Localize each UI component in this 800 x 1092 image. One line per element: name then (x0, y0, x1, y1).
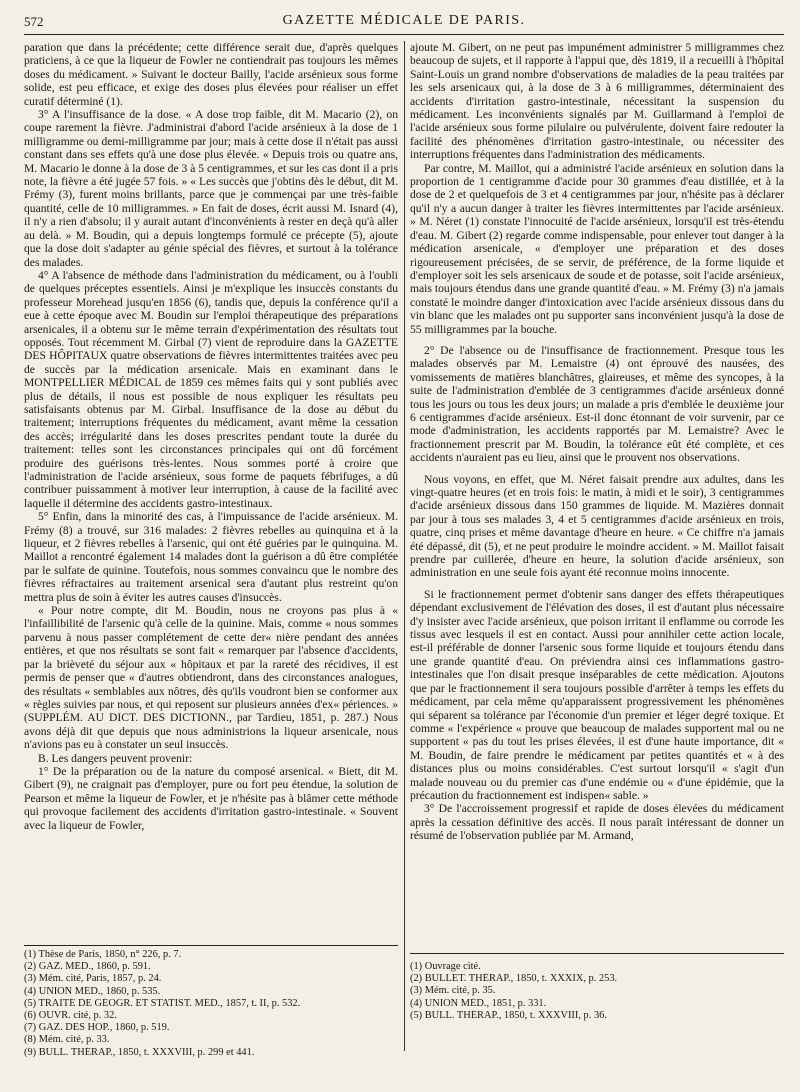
paragraph: Par contre, M. Maillot, qui a administré l'acide arsénieux en solution dans la proportion de 1 centigramme d'acide pour 30 grammes d'eau distillée, et à la dose de 2 et quelquefois de 3 et 4 centigrammes par jour, n'hésite pas à déclarer qu'il n'y a aucun danger à traiter les fièvres intermittentes par l'acide arsénieux. » M. Néret (1) constate l'innocuité de l'acide arsénieux, lorsqu'il est très-étendu d'eau. M. Gibert (2) regarde comme indispensable, pour enlever tout danger à la médication arsenicale, « d'employer une préparation et des doses rigoureusement précisées, de se servir, de préférence, de la forme liquide et d'employer soit les sels arsenicaux de soude et de potasse, soit l'acide arsénieux, mais toujours étendus dans une grande quantité d'eau. » M. Frémy (3) n'a jamais constaté le moindre danger d'intoxication avec l'acide arsénieux dissous dans du vin blanc que les malades ont pu supporter sans inconvénient jusqu'à la dose de 55 milligrammes par la bouche. (410, 161, 784, 336)
column-divider (404, 41, 405, 1051)
paragraph: 1° De la préparation ou de la nature du composé arsenical. « Biett, dit M. Gibert (9), ne craignait pas d'employer, pure ou fort peu étendue, la solution de Pearson et même la liqueur de Fowler, et je n'hésite pas à blâmer cette méthode qui provoque facilement des accidents d'irritation gastro-intestinale. « Souvent avec la liqueur de Fowler, (24, 764, 398, 832)
footnote: (9) BULL. THÉRAP., 1850, t. XXXVIII, p. 299 et 441. (24, 1046, 255, 1058)
footnote: (4) UNION MÉD., 1851, p. 331. (410, 997, 547, 1009)
footnote: (6) OUVR. cité, p. 32. (24, 1010, 117, 1022)
footnote: (4) UNION MÉD., 1860, p. 535. (24, 985, 161, 997)
paragraph: Si le fractionnement permet d'obtenir sans danger des effets thérapeutiques dépendant exclusivement de l'élévation des doses, il est d'autant plus nécessaire d'y insister avec l'acide arsénieux, que poison irritant il enflamme ou corrode les tissus avec lesquels il est en contact. Aussi pour annihiler cette action locale, est-il préférable de donner l'arsenic sous forme liquide et toujours étendu dans une grande quantité d'eau. On préviendra ainsi ces inflammations gastro-intestinales que l'on disait presque inséparables de cette médication. Ajoutons que par le fractionnement il sera toujours possible d'arrêter à temps les effets du médicament, par cela même qu'apparaissent progressivement les phénomènes qui séparent sa tolérance par l'économie d'un premier et léger degré toxique. Et comme « l'expérience « prouve que beaucoup de malades supportent mal ou ne supportent « pas du tout les prises élevées, il est d'une haute importance, dit « M. Boudin, de faire prendre le médicament par petites quantités et « à des distances plus ou moins considérables. C'est surtout lorsqu'il « s'agit d'un malade nouveau ou du premier cas d'une endémie ou « d'une épidémie, que la précaution du fractionnement est indispen« sable. » (410, 587, 784, 802)
paragraph: 5° Enfin, dans la minorité des cas, à l'impuissance de l'acide arsénieux. M. Frémy (8) a trouvé, sur 316 malades: 2 fièvres rebelles au quinquina et à la liqueur, et 2 fièvres rebelles à l'arsenic, qui ont été guéries par le quinquina. M. Maillot a rencontré également 14 malades dont la guérison a dû être complétée par le sulfate de quinine. Toutefois, nous sommes convaincu que le nombre des fièvres réfractaires au traitement arsenical sera d'autant plus restreint qu'on mettra plus de soin à éviter les autres causes d'insuccès. (24, 510, 398, 604)
left-column (24, 41, 398, 1081)
two-column-body (24, 41, 784, 1081)
paragraph: B. Les dangers peuvent provenir: (38, 751, 193, 765)
footnote: (2) GAZ. MÉD., 1860, p. 591. (24, 961, 151, 973)
page-number: 572 (24, 14, 44, 29)
footnote: (5) BULL. THÉRAP., 1850, t. XXXVIII, p. 36. (410, 1009, 607, 1021)
page-header (24, 8, 784, 35)
paragraph: 3° A l'insuffisance de la dose. « A dose trop faible, dit M. Macario (2), on coupe rarement la fièvre. J'administrai d'abord l'acide arsénieux à la dose de 1 milligramme ou demi-milligramme par jour; mais à cette dose il n'était pas aussi constant dans ses effets qu'à une dose plus élevée. « Depuis trois ou quatre ans, M. Macario le donne à la dose de 3 à 5 centigrammes, et sur les cas dont il a pris note, la fièvre a été jugée 57 fois. » « Les succès que j'obtins dès le début, dit M. Frémy (3), furent moins brillants, parce que je commençai par une très-faible quantité, celle de 10 milligrammes. » En fait de doses, écrit aussi M. Isnard (4), il n'y a rien d'absolu; il y aurait autant d'inconvénients à rester en deçà qu'à aller au delà. » M. Boudin, qui a depuis longtemps formulé ce précepte (5), ajoute que la dose doit s'adapter au génie spécial des fièvres, et surtout à la tolérance des malades. (24, 108, 398, 269)
right-footnotes (410, 954, 784, 1022)
footnote: (1) Ouvrage cité. (410, 961, 481, 972)
footnote: (2) BULLET. THÉRAP., 1850, t. XXXIX, p. 253. (410, 973, 618, 985)
right-column-text (410, 41, 784, 949)
paragraph: 2° De l'absence ou de l'insuffisance de fractionnement. Presque tous les malades observés par M. Lemaistre (4) ont éprouvé des nausées, des vomissements de matières blanchâtres, glaireuses, et même des syncopes, à la suite de l'administration d'emblée de 3 centigrammes d'acide arsénieux donné tous les jours ou tous les deux jours; un malade a pris d'emblée le deuxième jour 6 centigrammes d'acide arsénieux. Est-il donc étonnant de voir survenir, par ce mode d'administration, les accidents rapportés par M. Lemaistre? Avec le fractionnement prescrit par M. Boudin, la tolérance eût été complète, et ces accidents n'auraient pas eu lieu, ainsi que le prouvent nos observations. (410, 343, 784, 465)
footnote: (1) Thèse de Paris, 1850, n° 226, p. 7. (24, 949, 182, 960)
right-column (410, 41, 784, 1081)
paragraph: ajoute M. Gibert, on ne peut pas impunément administrer 5 milligrammes chez beaucoup de sujets, et il rapporte à l'appui que, dès 1819, il a recueilli à l'hôpital Saint-Louis un grand nombre d'observations de maladies de la peau traitées par les sels arsenicaux qui, à la dose de 3 à 6 milligrammes, déterminaient des accidents d'irritation gastro-intestinale, nécessitant la suspension du médicament. Les inconvénients signalés par M. Guillarmand à l'emploi de l'acide arsénieux sous forme pilulaire ou pulvérulente, doivent faire redouter la facilité des phénomènes d'irritation gastro-intestinale, ou nécessiter des interruptions fréquentes dans l'administration des médicaments. (410, 41, 784, 162)
footnote: (3) Mém. cité, p. 35. (410, 985, 496, 997)
paragraph: 4° A l'absence de méthode dans l'administration du médicament, ou à l'oubli de quelques préceptes essentiels. Ainsi je m'explique les insuccès constants du professeur Morehead jusqu'en 1856 (6), tandis que, depuis la conférence qu'il a eue à cette époque avec M. Boudin sur l'emploi thérapeutique des préparations arsenicales, il a obtenu sur le même terrain d'expérimentation des résultats tout opposés. Tout récemment M. Girbal (7) vient de reproduire dans la GAZETTE DES HÔPITAUX quatre observations de fièvres intermittentes traitées avec peu de succès par la médication arsenicale. Mais en examinant dans le MONTPELLIER MÉDICAL de 1859 ces mêmes faits qui y sont publiés avec plus de détails, il nous est possible de nous expliquer les résultats peu satisfaisants obtenus par M. Girbal. Insuffisance de la dose au début du traitement; interruptions fréquentes du médicament, avant même la cessation des accès; irrégularité dans les doses prescrites pendant toute la durée du traitement: telles sont les circonstances principales qui ont dû forcément produire des guérisons très-lentes. Nous sommes porté à croire que l'administration de l'acide arsénieux, sous forme de paquets fébrifuges, a dû contribuer puissamment à motiver leur interruption, à cause de la facilité avec laquelle il détermine des accidents gastro-intestinaux. (24, 268, 398, 510)
footnote: (8) Mém. cité, p. 33. (24, 1034, 110, 1046)
footnote: (7) GAZ. DES HÔP., 1860, p. 519. (24, 1022, 170, 1034)
paragraph: « Pour notre compte, dit M. Boudin, nous ne croyons pas plus à « l'infaillibilité de l'arsenic qu'à celle de la quinine. Mais, comme « nous sommes parvenu à nous passer complétement de cette der« nière pendant des années entières, et que nos résultats se sont fait « remarquer par l'absence d'accidents, par la brièveté du séjour aux « hôpitaux et par la rareté des récidives, il est permis de penser que « d'autres obtiendront, dans des circonstances analogues, des résultats « semblables aux nôtres, dès qu'ils voudront bien se conformer aux « règles suivies par nous, et qui reposent sur plusieurs années d'ex« périences. » (SUPPLÉM. AU DICT. DES DICTIONN., par Tardieu, 1851, p. 287.) Nous avons déjà dit que depuis que nous administrions la liqueur arsenicale, nous n'avions pas eu à constater un seul insuccès. (24, 604, 398, 752)
paragraph: 3° De l'accroissement progressif et rapide de doses élevées du médicament après la cessation définitive des accès. Il nous paraît intéressant de donner un résumé de l'observation publiée par M. Armand, (410, 802, 784, 843)
left-column-text (24, 41, 398, 941)
running-title: GAZETTE MÉDICALE DE PARIS. (282, 13, 526, 28)
paragraph: paration que dans la précédente; cette différence serait due, d'après quelques praticiens, à ce que la liqueur de Fowler ne contiendrait pas toujours les mêmes doses du médicament. » Suivant le docteur Bailly, l'acide arsénieux sous forme solide, est peu efficace, et exige des doses plus élevées pour réaliser un effet curatif déterminé (1). (24, 41, 398, 108)
footnote: (5) TRAITÉ DE GÉOGR. ET STATIST. MÉD., 1857, t. II, p. 532. (24, 997, 301, 1009)
footnote: (3) Mém. cité, Paris, 1857, p. 24. (24, 973, 162, 985)
paragraph: Nous voyons, en effet, que M. Néret faisait prendre aux adultes, dans les vingt-quatre heures (et en trois fois: le matin, à midi et le soir), 3 centigrammes d'acide arsénieux dissous dans 150 grammes de liquide. M. Mazières donnait par jour à tous ses malades 3, 4 et 5 centigrammes d'acide arsénieux en trois, quatre, cinq prises et même davantage d'heure en heure. « Ce chiffre n'a jamais été dépassé, dit (5), et ne peut produire le moindre accident. » M. Maillot faisait prendre par cuillerée, d'heure en heure, la solution d'acide arsénieux, son administration en une seule fois ayant été reconnue moins innocente. (410, 472, 784, 580)
left-footnotes (24, 946, 398, 1059)
